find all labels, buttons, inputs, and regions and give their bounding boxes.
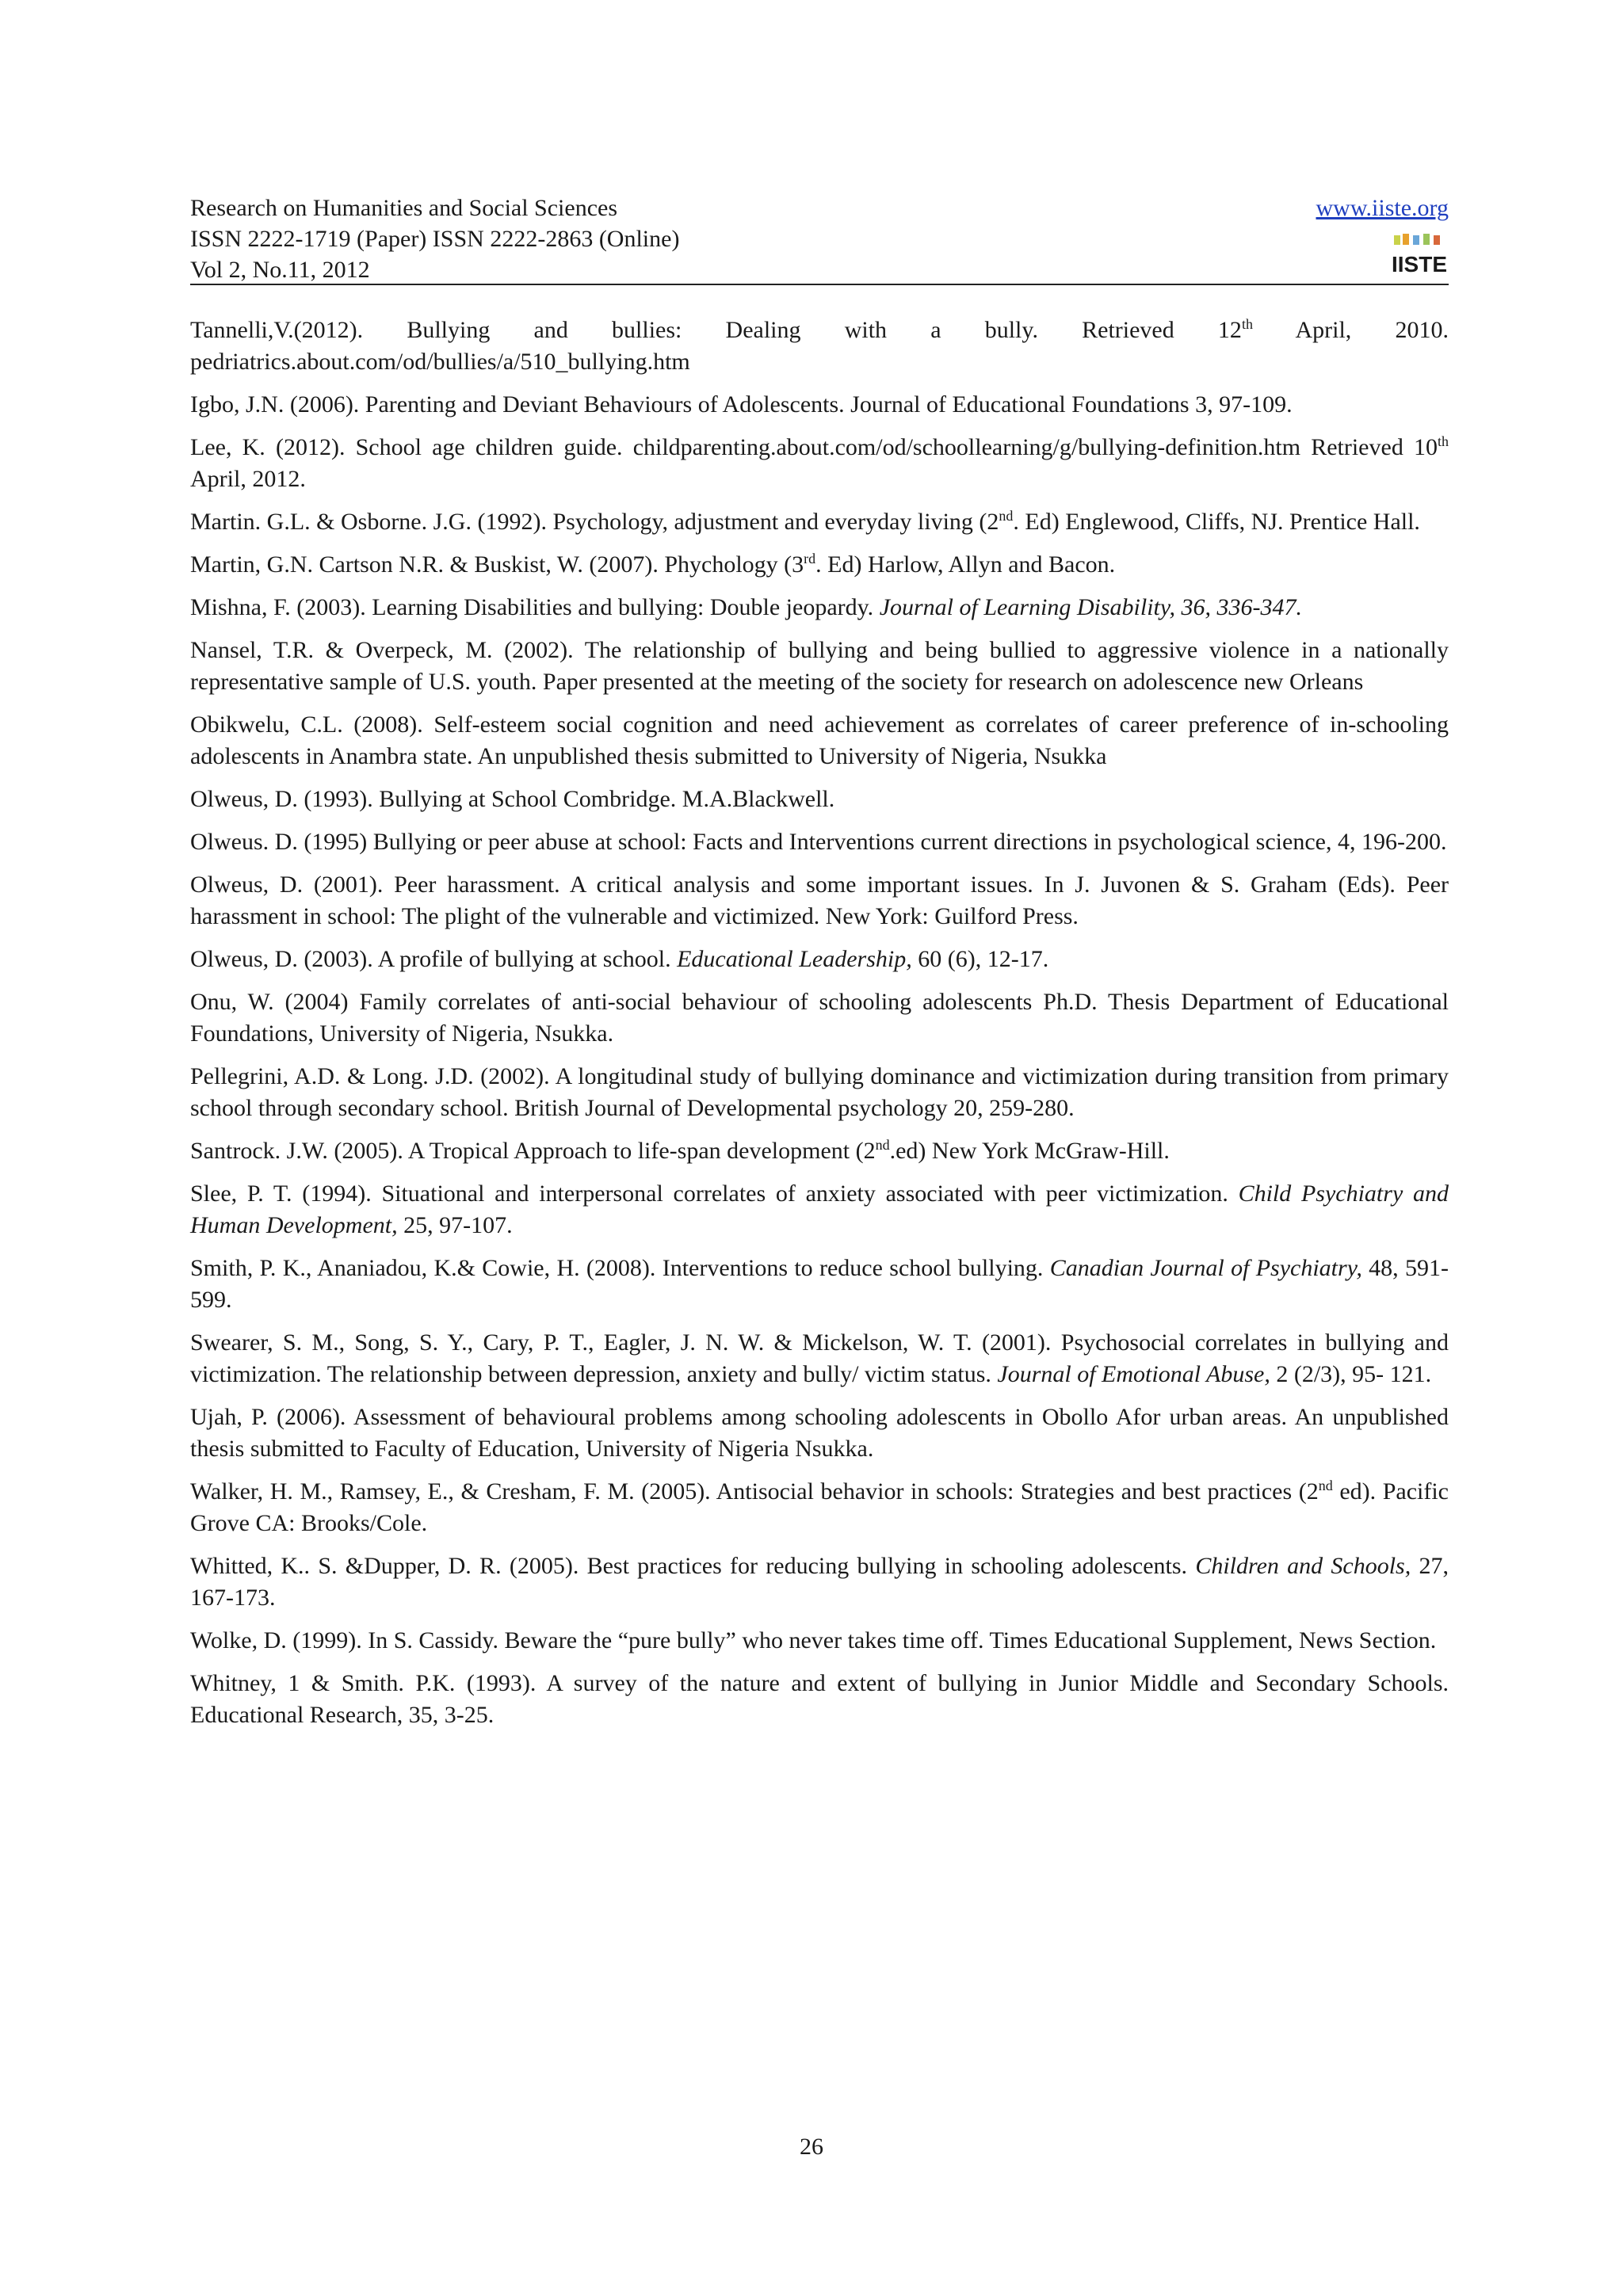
reference-entry <box>190 1668 1449 1731</box>
reference-entry <box>190 1402 1449 1465</box>
reference-italic-text: Educational Leadership, <box>677 946 912 972</box>
reference-entry <box>190 1178 1449 1241</box>
reference-text: Walker, H. M., Ramsey, E., & Cresham, F. M. (2005). Antisocial behavior in schools: Strategies and best practices (2 <box>190 1478 1319 1505</box>
reference-text: Slee, P. T. (1994). Situational and interpersonal correlates of anxiety associated with peer victimization. <box>190 1180 1239 1207</box>
reference-entry <box>190 1476 1449 1539</box>
reference-text: Olweus, D. (2003). A profile of bullying at school. <box>190 946 678 972</box>
reference-text: Mishna, F. (2003). Learning Disabilities and bullying: Double jeopardy. <box>190 594 880 620</box>
iiste-logo-icon <box>1392 232 1447 277</box>
reference-superscript: nd <box>999 508 1014 524</box>
header-rule <box>190 284 1449 285</box>
reference-superscript: nd <box>1318 1478 1333 1493</box>
reference-text: Martin, G.N. Cartson N.R. & Buskist, W. (2007). Phychology (3 <box>190 551 804 578</box>
reference-text: Olweus. D. (1995) Bullying or peer abuse at school: Facts and Interventions current directions in psychological science, 4, 196-200. <box>190 829 1447 855</box>
reference-text: Smith, P. K., Ananiadou, K.& Cowie, H. (2008). Interventions to reduce school bullying. <box>190 1255 1050 1281</box>
reference-text: April, 2010. pedriatrics.about.com/od/bullies/a/510_bullying.htm <box>190 317 1449 375</box>
reference-text: Santrock. J.W. (2005). A Tropical Approach to life-span development (2 <box>190 1138 876 1164</box>
reference-superscript: th <box>1437 433 1449 449</box>
reference-italic-text: Journal of Emotional Abuse, <box>997 1361 1270 1387</box>
reference-superscript: nd <box>875 1137 890 1153</box>
reference-entry <box>190 1061 1449 1124</box>
reference-italic-text: Child Psychiatry and Human Development, <box>190 1180 1449 1238</box>
page-header <box>190 193 1449 288</box>
reference-entry <box>190 986 1449 1050</box>
reference-text: . Ed) Englewood, Cliffs, NJ. Prentice Hall. <box>1013 509 1420 535</box>
reference-text: Pellegrini, A.D. & Long. J.D. (2002). A longitudinal study of bullying dominance and victimization during transition from primary school through secondary school. British Journal of Developmental psychology 20, 259-280. <box>190 1063 1449 1121</box>
reference-superscript: th <box>1241 316 1253 332</box>
reference-entry <box>190 1253 1449 1316</box>
reference-text: Lee, K. (2012). School age children guide. childparenting.about.com/od/schoollearning/g/bullying-definition.htm Retrieved 10 <box>190 434 1438 460</box>
reference-text: . Ed) Harlow, Allyn and Bacon. <box>815 551 1116 578</box>
reference-entry <box>190 635 1449 698</box>
reference-entry <box>190 1550 1449 1614</box>
reference-text: Onu, W. (2004) Family correlates of anti-social behaviour of schooling adolescents Ph.D. Thesis Department of Educational Foundations, University of Nigeria, Nsukka. <box>190 989 1449 1047</box>
reference-text: 27, 167-173. <box>190 1553 1449 1611</box>
reference-entry <box>190 1625 1449 1657</box>
reference-entry <box>190 1327 1449 1390</box>
reference-italic-text: Children and Schools, <box>1195 1553 1411 1579</box>
reference-entry <box>190 549 1449 581</box>
reference-text: Nansel, T.R. & Overpeck, M. (2002). The relationship of bullying and being bullied to aggressive violence in a nationally representative sample of U.S. youth. Paper presented at the meeting of the society for research on adolescence new Orleans <box>190 637 1449 695</box>
reference-superscript: rd <box>804 551 816 566</box>
reference-text: Whitted, K.. S. &Dupper, D. R. (2005). Best practices for reducing bullying in schooling adolescents. <box>190 1553 1196 1579</box>
reference-text: Martin. G.L. & Osborne. J.G. (1992). Psychology, adjustment and everyday living (2 <box>190 509 999 535</box>
reference-entry <box>190 432 1449 495</box>
issn-line: ISSN 2222-1719 (Paper) ISSN 2222-2863 (Online) <box>190 226 680 252</box>
reference-text: Olweus, D. (2001). Peer harassment. A critical analysis and some important issues. In J. Juvonen & S. Graham (Eds). Peer harassment in school: The plight of the vulnerable and victimized. New York: Guilford Press. <box>190 871 1449 929</box>
reference-text: Whitney, 1 & Smith. P.K. (1993). A survey of the nature and extent of bullying in Junior Middle and Secondary Schools. Educational Research, 35, 3-25. <box>190 1670 1449 1728</box>
reference-text: Ujah, P. (2006). Assessment of behavioural problems among schooling adolescents in Obollo Afor urban areas. An unpublished thesis submitted to Faculty of Education, University of Nigeria Nsukka. <box>190 1404 1449 1462</box>
reference-entry <box>190 709 1449 772</box>
reference-entry <box>190 869 1449 933</box>
reference-text: ed). Pacific Grove CA: Brooks/Cole. <box>190 1478 1449 1536</box>
reference-entry <box>190 784 1449 815</box>
reference-entry <box>190 592 1449 624</box>
reference-entry <box>190 944 1449 975</box>
reference-text: 60 (6), 12-17. <box>911 946 1049 972</box>
reference-text: Obikwelu, C.L. (2008). Self-esteem social cognition and need achievement as correlates of career preference of in-schooling adolescents in Anambra state. An unpublished thesis submitted to University of Nigeria, Nsukka <box>190 711 1449 769</box>
reference-text: Olweus, D. (1993). Bullying at School Combridge. M.A.Blackwell. <box>190 786 835 812</box>
reference-text: Tannelli,V.(2012). Bullying and bullies: Dealing with a bully. Retrieved 12 <box>190 317 1242 343</box>
reference-text: 48, 591-599. <box>190 1255 1449 1313</box>
reference-italic-text: Journal of Learning Disability, 36, 336-347. <box>879 594 1303 620</box>
reference-text: April, 2012. <box>190 466 306 492</box>
reference-entry <box>190 826 1449 858</box>
reference-italic-text: Canadian Journal of Psychiatry, <box>1049 1255 1362 1281</box>
reference-entry <box>190 389 1449 421</box>
reference-entry <box>190 1135 1449 1167</box>
reference-text: 25, 97-107. <box>397 1212 513 1238</box>
reference-entry <box>190 506 1449 538</box>
website-link[interactable]: www.iiste.org <box>1316 195 1449 221</box>
reference-text: 2 (2/3), 95- 121. <box>1270 1361 1432 1387</box>
reference-entry <box>190 315 1449 378</box>
page-number: 26 <box>800 2134 823 2160</box>
reference-text: .ed) New York McGraw-Hill. <box>889 1138 1170 1164</box>
reference-list <box>190 315 1449 1742</box>
logo-text: IISTE <box>1392 252 1447 277</box>
reference-text: Igbo, J.N. (2006). Parenting and Deviant Behaviours of Adolescents. Journal of Educational Foundations 3, 97-109. <box>190 391 1293 418</box>
reference-text: Swearer, S. M., Song, S. Y., Cary, P. T., Eagler, J. N. W. & Mickelson, W. T. (2001). Psychosocial correlates in bullying and victimization. The relationship between depression, anxiety and bully/ victim status. <box>190 1329 1449 1387</box>
reference-text: Wolke, D. (1999). In S. Cassidy. Beware the “pure bully” who never takes time off. Times Educational Supplement, News Section. <box>190 1627 1437 1653</box>
journal-title: Research on Humanities and Social Sciences <box>190 195 618 221</box>
volume-line: Vol 2, No.11, 2012 <box>190 257 370 283</box>
